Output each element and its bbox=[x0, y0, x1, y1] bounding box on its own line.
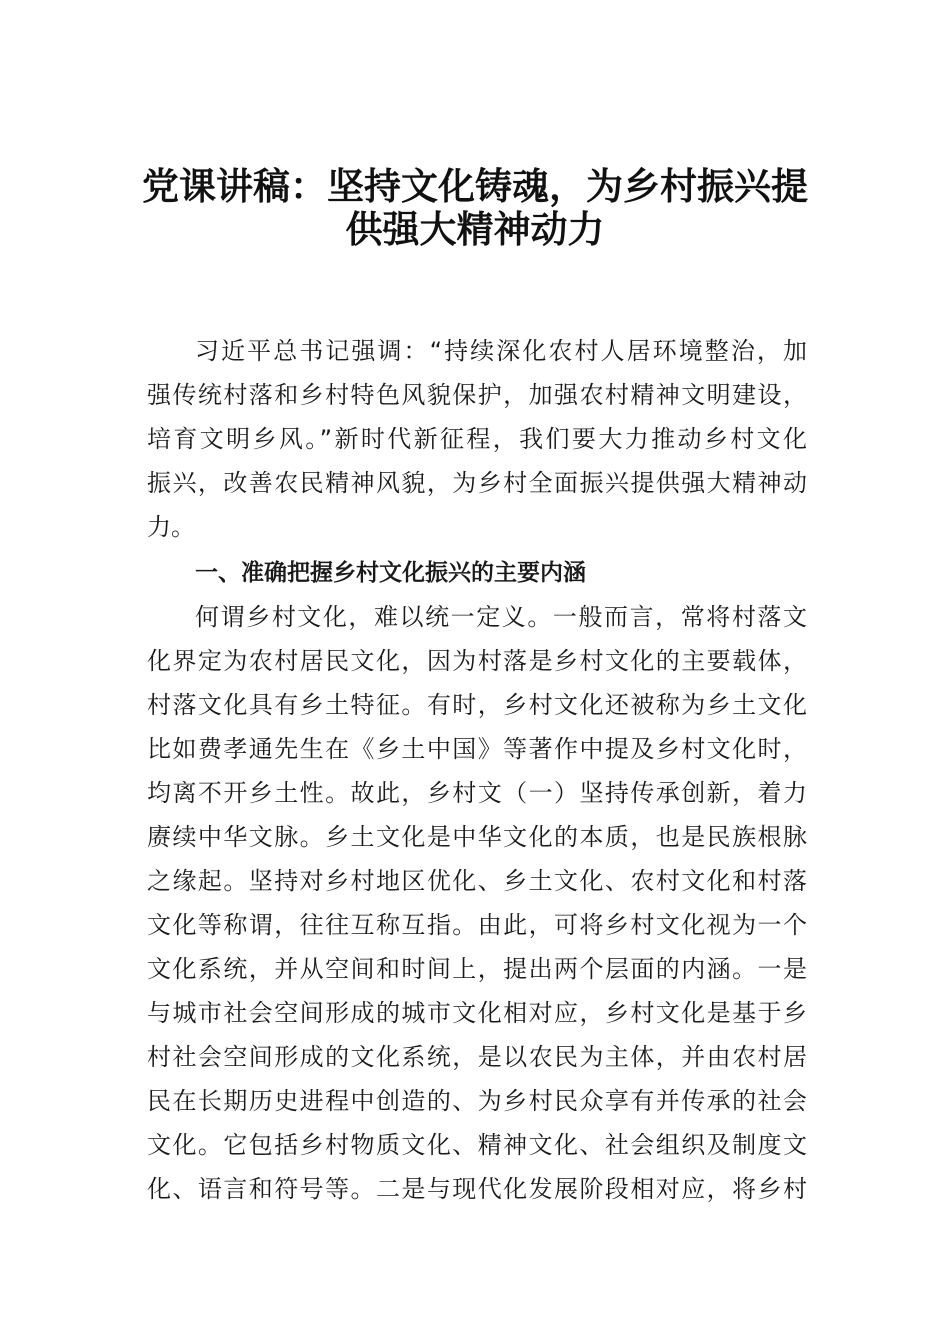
paragraph-line: 之缘起。坚持对乡村地区优化、乡土文化、农村文化和村落 bbox=[147, 867, 807, 895]
paragraph-line: 习近平总书记强调：“持续深化农村人居环境整治，加 bbox=[195, 337, 807, 365]
paragraph-line: 村落文化具有乡土特征。有时，乡村文化还被称为乡土文化 bbox=[147, 691, 807, 719]
paragraph-line: 赓续中华文脉。乡土文化是中华文化的本质，也是民族根脉 bbox=[147, 823, 807, 851]
paragraph-line: 文化系统，并从空间和时间上，提出两个层面的内涵。一是 bbox=[147, 955, 807, 983]
paragraph-line: 民在长期历史进程中创造的、为乡村民众享有并传承的社会 bbox=[147, 1087, 807, 1115]
paragraph-line: 文化。它包括乡村物质文化、精神文化、社会组织及制度文 bbox=[147, 1131, 807, 1159]
paragraph-line: 村社会空间形成的文化系统，是以农民为主体，并由农村居 bbox=[147, 1043, 807, 1071]
paragraph-line: 力。 bbox=[147, 513, 195, 541]
paragraph-line: 文化等称谓，往往互称互指。由此，可将乡村文化视为一个 bbox=[147, 911, 807, 939]
paragraph-line: 何谓乡村文化，难以统一定义。一般而言，常将村落文 bbox=[195, 603, 807, 631]
document-title-line-1: 党课讲稿：坚持文化铸魂，为乡村振兴提 bbox=[142, 164, 808, 208]
paragraph-line: 比如费孝通先生在《乡土中国》等著作中提及乡村文化时， bbox=[147, 735, 807, 763]
paragraph-line: 振兴，改善农民精神风貌，为乡村全面振兴提供强大精神动 bbox=[147, 469, 807, 497]
paragraph-line: 均离不开乡土性。故此，乡村文（一）坚持传承创新，着力 bbox=[147, 779, 807, 807]
paragraph-line: 与城市社会空间形成的城市文化相对应，乡村文化是基于乡 bbox=[147, 999, 807, 1027]
paragraph-line: 培育文明乡风。”新时代新征程，我们要大力推动乡村文化 bbox=[147, 425, 807, 453]
document-title-line-2: 供强大精神动力 bbox=[345, 207, 605, 251]
paragraph-line: 化、语言和符号等。二是与现代化发展阶段相对应，将乡村 bbox=[147, 1175, 807, 1203]
paragraph-line: 化界定为农村居民文化，因为村落是乡村文化的主要载体， bbox=[147, 647, 807, 675]
section-heading: 一、准确把握乡村文化振兴的主要内涵 bbox=[195, 560, 586, 586]
paragraph-line: 强传统村落和乡村特色风貌保护，加强农村精神文明建设， bbox=[147, 381, 807, 409]
